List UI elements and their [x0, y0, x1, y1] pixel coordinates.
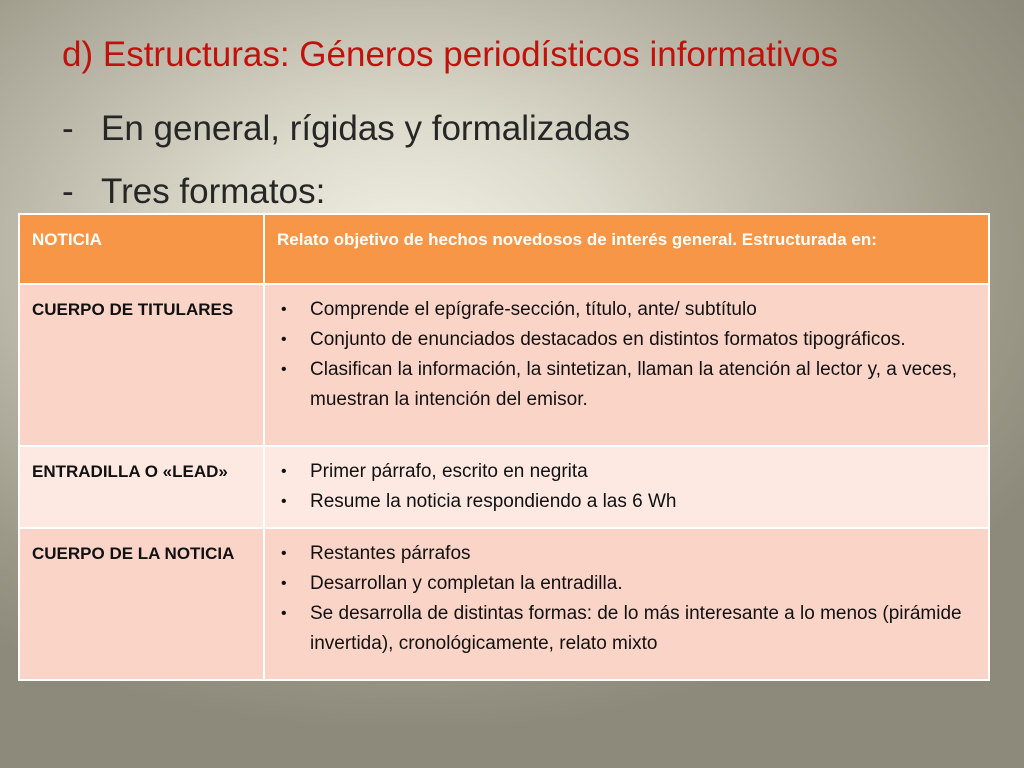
header-description-cell: Relato objetivo de hechos novedosos de interés general. Estructurada en:: [264, 214, 989, 284]
bullet-icon: •: [281, 605, 287, 622]
dash-marker: -: [62, 109, 74, 148]
list-item: [277, 355, 976, 415]
list-item: [277, 295, 976, 325]
slide-point: [62, 97, 630, 160]
list-item: [277, 325, 976, 355]
list-item: [277, 569, 976, 599]
list-item-text: Se desarrolla de distintas formas: de lo más interesante a lo menos (pirámide invertida), cronológicamente, relato mixto: [310, 603, 962, 654]
slide-heading: d) Estructuras: Géneros periodísticos informativos: [62, 35, 839, 74]
format-table: [18, 213, 990, 681]
row-bullet-list: [277, 295, 976, 415]
bullet-icon: •: [281, 575, 287, 592]
bullet-icon: •: [281, 545, 287, 562]
slide-bullet-list: [62, 97, 630, 223]
list-item-text: Clasifican la información, la sintetizan, llaman la atención al lector y, a veces, muestran la intención del emisor.: [310, 359, 958, 410]
row-label-cell: CUERPO DE LA NOTICIA: [19, 528, 264, 680]
list-item-text: Comprende el epígrafe-sección, título, ante/ subtítulo: [310, 299, 757, 320]
table-row: [19, 528, 989, 680]
table-row: [19, 446, 989, 528]
bullet-icon: •: [281, 301, 287, 318]
row-content-cell: [264, 528, 989, 680]
bullet-icon: •: [281, 493, 287, 510]
table-row: [19, 284, 989, 446]
list-item-text: Resume la noticia respondiendo a las 6 Wh: [310, 491, 677, 512]
list-item: [277, 487, 976, 517]
row-label-cell: ENTRADILLA O «LEAD»: [19, 446, 264, 528]
dash-marker: -: [62, 172, 74, 211]
bullet-icon: •: [281, 331, 287, 348]
row-label-cell: CUERPO DE TITULARES: [19, 284, 264, 446]
list-item-text: Primer párrafo, escrito en negrita: [310, 461, 588, 482]
bullet-icon: •: [281, 361, 287, 378]
list-item-text: Restantes párrafos: [310, 543, 471, 564]
row-content-cell: [264, 284, 989, 446]
bullet-icon: •: [281, 463, 287, 480]
list-item: [277, 539, 976, 569]
row-bullet-list: [277, 539, 976, 659]
list-item-text: Desarrollan y completan la entradilla.: [310, 573, 623, 594]
header-label-cell: NOTICIA: [19, 214, 264, 284]
list-item: [277, 457, 976, 487]
list-item: [277, 599, 976, 659]
table-header-row: [19, 214, 989, 284]
row-content-cell: [264, 446, 989, 528]
list-item-text: Conjunto de enunciados destacados en distintos formatos tipográficos.: [310, 329, 906, 350]
slide-point-text: En general, rígidas y formalizadas: [101, 109, 631, 148]
row-bullet-list: [277, 457, 976, 517]
slide-point-text: Tres formatos:: [101, 172, 326, 211]
